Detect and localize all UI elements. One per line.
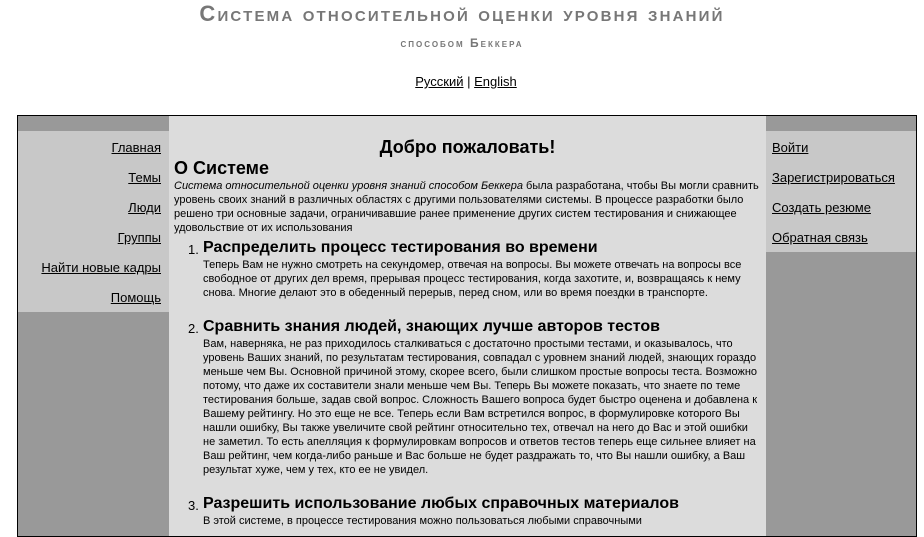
left-sidebar <box>18 116 169 312</box>
list-item-number: 3. <box>188 498 199 513</box>
lang-russian-link[interactable]: Русский <box>415 74 464 89</box>
about-heading: О Системе <box>174 158 269 178</box>
list-item-heading: Разрешить использование любых справочных материалов <box>203 495 679 512</box>
register-link[interactable]: Зарегистрироваться <box>772 170 895 185</box>
lang-separator: | <box>467 74 471 89</box>
language-switcher <box>0 74 924 89</box>
create-resume-link[interactable]: Создать резюме <box>772 200 871 215</box>
nav-topics-link[interactable]: Темы <box>128 170 161 185</box>
nav-help-link[interactable]: Помощь <box>110 290 161 305</box>
page-frame <box>17 115 917 537</box>
right-sidebar <box>766 116 916 252</box>
nav-find-talent-link[interactable]: Найти новые кадры <box>41 260 161 275</box>
feedback-link[interactable]: Обратная связь <box>772 230 868 245</box>
nav-people-link[interactable]: Люди <box>128 200 161 215</box>
main-content <box>169 116 766 536</box>
intro-system-name: Система относительной оценки уровня знаний способом Беккера <box>174 180 523 192</box>
list-item-body: Вам, наверняка, не раз приходилось сталкиваться с достаточно простыми тестами, и оказывалось, что уровень Ваших знаний, по результатам тестирования, совпадал с уровнем знаний людей, знающих гораздо меньше чем Вы. Основной причиной этому, скорее всего, были слишком простые вопросы теста. Возможно потому, что даже их составители знали меньше чем Вы. Теперь Вы можете показать, что знаете по теме тестирования больше, задав свой вопрос. Сложность Вашего вопроса будет быстро оценена и добавлена к Вашему рейтингу. Но это еще не все. Теперь если Вам встретился вопрос, в формулировке которого Вы нашли ошибку, Вы также увеличите свой рейтинг относительно тех, отвечал на него до Вас и этой ошибки не заметил. То есть апелляция к формулировкам вопросов и ответов тестов теперь еще сильнее влияет на Ваш рейтинг, чем когда-либо раньше и Вас больше не будет раздражать то, что Вы нашли ошибку, а Ваш результат хуже, чем у тех, кто ее не увидел. <box>203 338 758 476</box>
list-item-heading: Сравнить знания людей, знающих лучше авторов тестов <box>203 318 660 335</box>
list-item-body: В этой системе, в процессе тестирования можно пользоваться любыми справочными <box>203 515 642 527</box>
nav-groups-link[interactable]: Группы <box>117 230 161 245</box>
nav-home-link[interactable]: Главная <box>111 140 161 155</box>
list-item-heading: Распределить процесс тестирования во времени <box>203 239 598 256</box>
site-subtitle: способом Беккера <box>400 36 524 50</box>
list-item-number: 1. <box>188 242 199 257</box>
login-link[interactable]: Войти <box>772 140 809 155</box>
list-item-number: 2. <box>188 321 199 336</box>
site-title: Система относительной оценки уровня знаний <box>199 1 725 26</box>
welcome-heading: Добро пожаловать! <box>379 137 556 157</box>
intro-text: была разработана, чтобы Вы могли сравнить уровень своих знаний в различных областях с другими пользователями системы. В процессе разработки было решено три основные задачи, ограничивавшие ранее применение других систем тестирования и снижающее удовольствие от их использования <box>174 180 759 234</box>
intro-paragraph <box>174 179 764 235</box>
list-item-body: Теперь Вам не нужно смотреть на секундомер, отвечая на вопросы. Вы можете отвечать на вопросы все свободное от других дел время, прерывая процесс тестирования, когда захотите, и, возвращаясь к нему снова. Многие делают это в обеденный перерыв, перед сном, или во время поездки в транспорте. <box>203 259 742 299</box>
lang-english-link[interactable]: English <box>474 74 517 89</box>
